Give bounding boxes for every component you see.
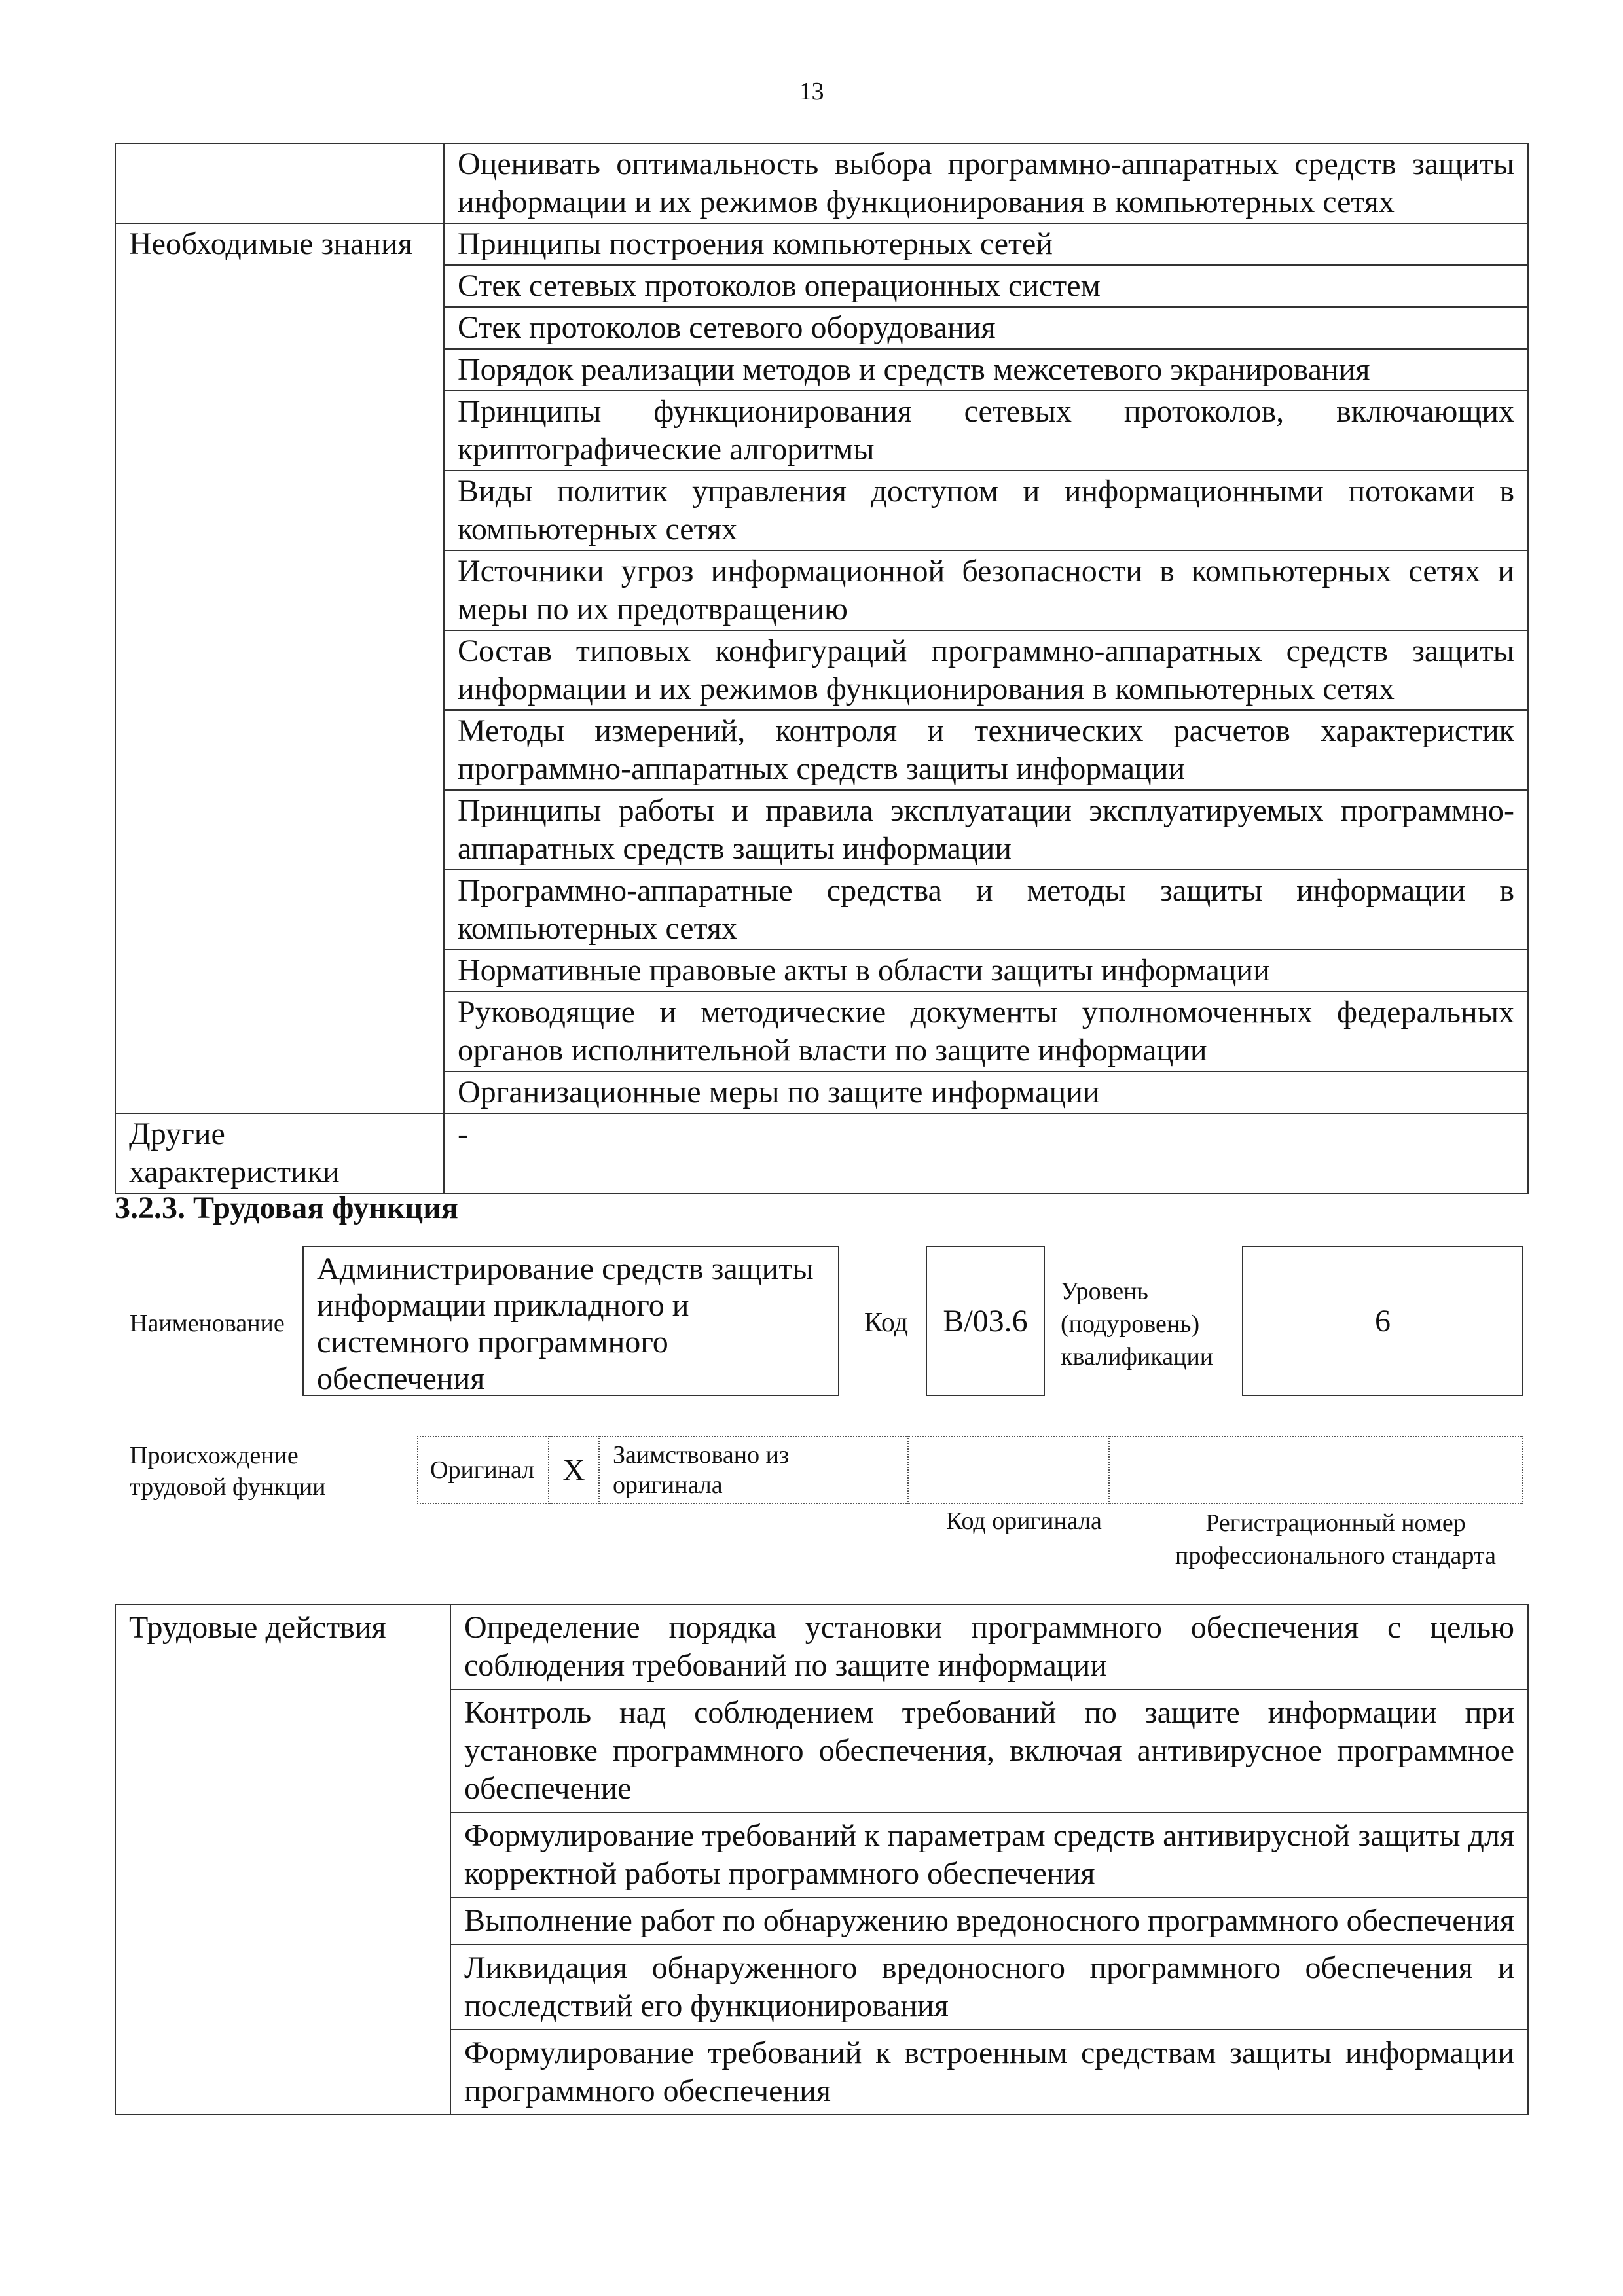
table-row <box>418 1437 1523 1503</box>
name-value: Администрирование средств защиты информации прикладного и системного программного обеспечения <box>302 1246 839 1396</box>
knowledge-item: Источники угроз информационной безопасности в компьютерных сетях и меры по их предотвращению <box>444 550 1528 630</box>
empty-label-cell <box>115 143 444 223</box>
knowledge-table <box>115 143 1529 1194</box>
level-label-line: квалификации <box>1061 1343 1214 1371</box>
table-row <box>115 1604 1528 1689</box>
origin-label <box>130 1440 326 1503</box>
actions-label: Трудовые действия <box>115 1604 450 2115</box>
knowledge-item: Принципы построения компьютерных сетей <box>444 223 1528 265</box>
action-item: Формулирование требований к встроенным средствам защиты информации программного обеспечения <box>450 2030 1528 2115</box>
knowledge-item: Организационные меры по защите информации <box>444 1071 1528 1113</box>
level-label-line: (подуровень) <box>1061 1310 1200 1338</box>
page-number: 13 <box>799 78 824 105</box>
borrowed-label-line: оригинала <box>613 1471 723 1499</box>
action-item: Определение порядка установки программного обеспечения с целью соблюдения требований по защите информации <box>450 1604 1528 1689</box>
original-label: Оригинал <box>418 1437 549 1503</box>
knowledge-item: Принципы функционирования сетевых протоколов, включающих криптографические алгоритмы <box>444 391 1528 471</box>
action-item: Ликвидация обнаруженного вредоносного программного обеспечения и последствий его функционирования <box>450 1945 1528 2030</box>
action-item: Формулирование требований к параметрам средств антивирусной защиты для корректной работы программного обеспечения <box>450 1812 1528 1897</box>
table-row <box>115 143 1528 223</box>
knowledge-item: Принципы работы и правила эксплуатации эксплуатируемых программно-аппаратных средств защиты информации <box>444 790 1528 870</box>
actions-table <box>115 1604 1529 2115</box>
origin-label-line: трудовой функции <box>130 1473 326 1501</box>
knowledge-item: Состав типовых конфигураций программно-аппаратных средств защиты информации и их режимов функционирования в компьютерных сетях <box>444 630 1528 710</box>
level-label <box>1061 1275 1213 1373</box>
reg-number-cell <box>1109 1437 1523 1503</box>
origin-table <box>417 1436 1523 1504</box>
knowledge-item: Методы измерений, контроля и технических расчетов характеристик программно-аппаратных средств защиты информации <box>444 710 1528 790</box>
borrowed-label-line: Заимствовано из <box>613 1441 789 1469</box>
action-item: Выполнение работ по обнаружению вредоносного программного обеспечения <box>450 1897 1528 1945</box>
origin-label-line: Происхождение <box>130 1442 299 1469</box>
knowledge-item: Руководящие и методические документы уполномоченных федеральных органов исполнительной власти по защите информации <box>444 992 1528 1071</box>
code-value: B/03.6 <box>926 1246 1045 1396</box>
level-value: 6 <box>1242 1246 1523 1396</box>
knowledge-label: Необходимые знания <box>115 223 444 1113</box>
other-value: - <box>444 1113 1528 1193</box>
original-code-caption: Код оригинала <box>946 1507 1102 1535</box>
caption-line: Регистрационный номер <box>1205 1509 1466 1537</box>
table-row <box>115 1113 1528 1193</box>
knowledge-item: Стек сетевых протоколов операционных систем <box>444 265 1528 307</box>
name-label: Наименование <box>130 1310 285 1337</box>
original-code-cell <box>908 1437 1109 1503</box>
knowledge-item: Стек протоколов сетевого оборудования <box>444 307 1528 349</box>
level-label-line: Уровень <box>1061 1278 1148 1305</box>
first-row-text: Оценивать оптимальность выбора программно-аппаратных средств защиты информации и их режимов функционирования в компьютерных сетях <box>444 143 1528 223</box>
caption-line: профессионального стандарта <box>1175 1542 1496 1570</box>
other-label: Другие характеристики <box>115 1113 444 1193</box>
borrowed-label <box>599 1437 908 1503</box>
code-label: Код <box>864 1308 909 1338</box>
table-row <box>115 223 1528 265</box>
reg-number-caption <box>1152 1507 1519 1572</box>
original-mark: X <box>549 1437 599 1503</box>
knowledge-item: Программно-аппаратные средства и методы защиты информации в компьютерных сетях <box>444 870 1528 950</box>
knowledge-item: Порядок реализации методов и средств межсетевого экранирования <box>444 349 1528 391</box>
section-heading: 3.2.3. Трудовая функция <box>115 1191 458 1225</box>
knowledge-item: Виды политик управления доступом и информационными потоками в компьютерных сетях <box>444 471 1528 550</box>
knowledge-item: Нормативные правовые акты в области защиты информации <box>444 950 1528 992</box>
action-item: Контроль над соблюдением требований по защите информации при установке программного обеспечения, включая антивирусное программное обеспечение <box>450 1689 1528 1812</box>
